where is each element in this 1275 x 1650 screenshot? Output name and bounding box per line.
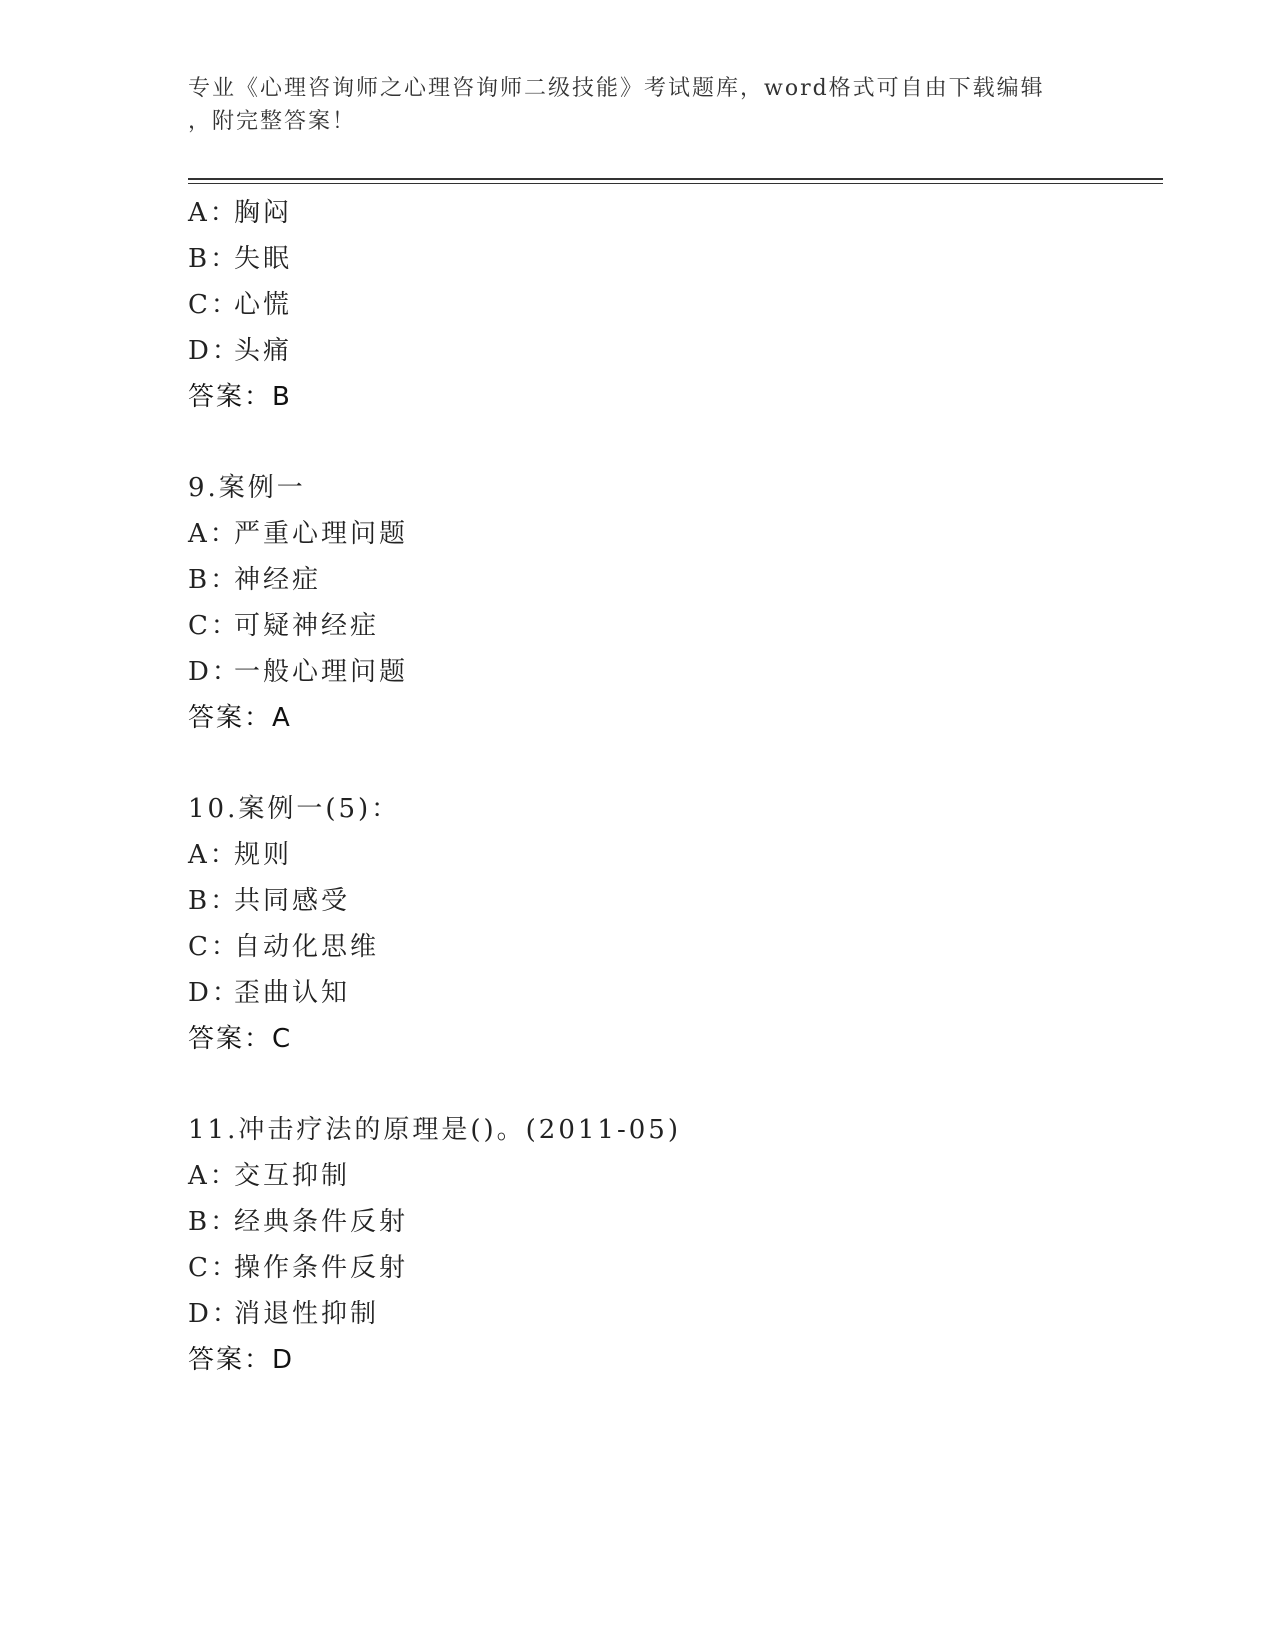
answer-line: 答案：D — [188, 1345, 295, 1375]
option-text: 胸闷 — [234, 198, 293, 228]
header-divider — [188, 178, 1163, 180]
question-block-8 — [188, 190, 1148, 420]
option-letter: A： — [188, 840, 239, 870]
option-d — [188, 649, 1148, 695]
option-letter: C： — [188, 932, 240, 962]
option-text: 规则 — [234, 840, 293, 870]
option-text: 心慌 — [234, 290, 293, 320]
option-text: 共同感受 — [234, 886, 351, 916]
option-a — [188, 511, 1148, 557]
answer-line: 答案：A — [188, 703, 292, 733]
option-text: 严重心理问题 — [234, 519, 409, 549]
header-divider-thin — [188, 183, 1163, 184]
option-b — [188, 236, 1148, 282]
option-b — [188, 878, 1148, 924]
option-d — [188, 1291, 1148, 1337]
option-text: 自动化思维 — [234, 932, 380, 962]
option-letter: B： — [188, 565, 240, 595]
question-block-9 — [188, 465, 1148, 741]
option-text: 操作条件反射 — [234, 1253, 409, 1283]
option-text: 头痛 — [234, 336, 293, 366]
option-letter: B： — [188, 1207, 240, 1237]
option-a — [188, 190, 1148, 236]
answer-line: 答案：B — [188, 382, 292, 412]
option-letter: D： — [188, 978, 241, 1008]
option-c — [188, 603, 1148, 649]
question-block-10 — [188, 786, 1148, 1062]
option-text: 经典条件反射 — [234, 1207, 409, 1237]
header-line-2: ，附完整答案！ — [188, 109, 357, 134]
question-block-11 — [188, 1107, 1148, 1383]
option-letter: B： — [188, 244, 240, 274]
option-text: 可疑神经症 — [234, 611, 380, 641]
option-text: 神经症 — [234, 565, 322, 595]
option-c — [188, 1245, 1148, 1291]
question-list — [188, 190, 1148, 1383]
option-letter: C： — [188, 290, 240, 320]
option-letter: D： — [188, 336, 241, 366]
answer-line: 答案：C — [188, 1024, 293, 1054]
option-text: 消退性抑制 — [234, 1299, 380, 1329]
option-letter: D： — [188, 1299, 241, 1329]
option-text: 歪曲认知 — [234, 978, 351, 1008]
option-a — [188, 1153, 1148, 1199]
option-b — [188, 1199, 1148, 1245]
option-b — [188, 557, 1148, 603]
header-line-1: 专业《心理咨询师之心理咨询师二级技能》考试题库，word格式可自由下载编辑 — [188, 76, 1045, 101]
option-letter: A： — [188, 1161, 239, 1191]
option-letter: A： — [188, 519, 239, 549]
option-letter: A： — [188, 198, 239, 228]
option-letter: C： — [188, 1253, 240, 1283]
option-letter: C： — [188, 611, 240, 641]
question-stem: 10.案例一(5)： — [188, 794, 401, 824]
option-letter: D： — [188, 657, 241, 687]
question-stem: 11.冲击疗法的原理是()。(2011-05) — [188, 1115, 681, 1145]
option-c — [188, 924, 1148, 970]
option-d — [188, 970, 1148, 1016]
document-header — [188, 72, 1068, 138]
option-text: 一般心理问题 — [234, 657, 409, 687]
option-c — [188, 282, 1148, 328]
option-d — [188, 328, 1148, 374]
option-text: 交互抑制 — [234, 1161, 351, 1191]
question-stem: 9.案例一 — [188, 473, 306, 503]
option-a — [188, 832, 1148, 878]
option-letter: B： — [188, 886, 240, 916]
option-text: 失眠 — [234, 244, 293, 274]
